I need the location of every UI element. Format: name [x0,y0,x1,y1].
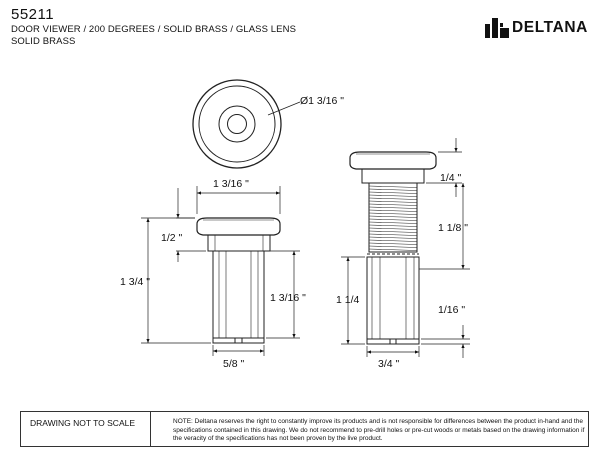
left-dimension-lines [141,186,300,356]
product-description: DOOR VIEWER / 200 DEGREES / SOLID BRASS / GLASS LENS [11,24,297,35]
lens-ring-circle [219,106,255,142]
thread-line [369,228,417,230]
thread-line [369,225,417,227]
right-neck [362,169,424,183]
scale-note: DRAWING NOT TO SCALE [30,418,136,428]
sleeve-length-label: 1 1/4 [336,294,360,306]
thread-line [369,222,417,224]
base-width-left-label: 5/8 " [223,358,245,370]
left-barrel [213,251,264,338]
deltana-logo [485,16,591,40]
thread-line [369,234,417,236]
outer-rim-circle [193,80,281,168]
cap-width-label: 1 3/16 " [213,178,249,190]
logo-text: DELTANA [512,19,588,36]
thread-line [369,237,417,239]
scale-cell [21,412,151,446]
thread-length-label: 1 1/8 " [438,222,468,234]
right-side-view [350,152,436,344]
top-view [193,80,300,168]
footer-note-box [20,411,589,447]
inner-rim-circle [199,86,275,162]
thread-line [369,198,417,200]
thread-line [369,249,417,251]
thread-line [369,189,417,191]
thread-line [369,219,417,221]
right-base [367,339,419,344]
thread-line [369,240,417,242]
left-base [213,338,264,343]
thread-line [369,231,417,233]
right-dimension-lines [341,138,470,358]
thread-line [369,186,417,188]
thread-line [369,243,417,245]
thread-line [369,201,417,203]
cap-height-left-label: 1/2 " [161,232,183,244]
thread-line [369,246,417,248]
thread-line [369,216,417,218]
sleeve-offset-label: 1/16 " [438,304,466,316]
thread-line [369,192,417,194]
left-side-view [197,218,280,343]
thread-line [369,213,417,215]
left-cap [197,218,280,235]
part-number: 55211 [11,6,55,23]
lens-circle [228,115,247,134]
left-neck [208,235,270,251]
thread-line [369,210,417,212]
right-cap [350,152,436,169]
thread-line [369,207,417,209]
thread-line [369,204,417,206]
thread-line [369,195,417,197]
deltana-building-icon [485,16,509,38]
diameter-label: Ø1 3/16 " [300,95,345,107]
disclaimer-note: NOTE: Deltana reserves the right to constantly improve its products and is not responsible for differences between the product in-hand and the specifications contained in this drawing. We do not recommend to pre-drill holes or pre-cut woods or metals based on the drawing information if the veracity of the specifications has not been proven by the live product. [173,418,585,442]
diameter-leader [268,102,300,115]
title-block [11,6,296,48]
material-description: SOLID BRASS [11,36,76,47]
barrel-length-label: 1 3/16 " [270,292,306,304]
right-sleeve [367,257,419,339]
cap-height-right-label: 1/4 " [440,172,462,184]
overall-length-label: 1 3/4 " [120,276,150,288]
base-width-right-label: 3/4 " [378,358,400,370]
